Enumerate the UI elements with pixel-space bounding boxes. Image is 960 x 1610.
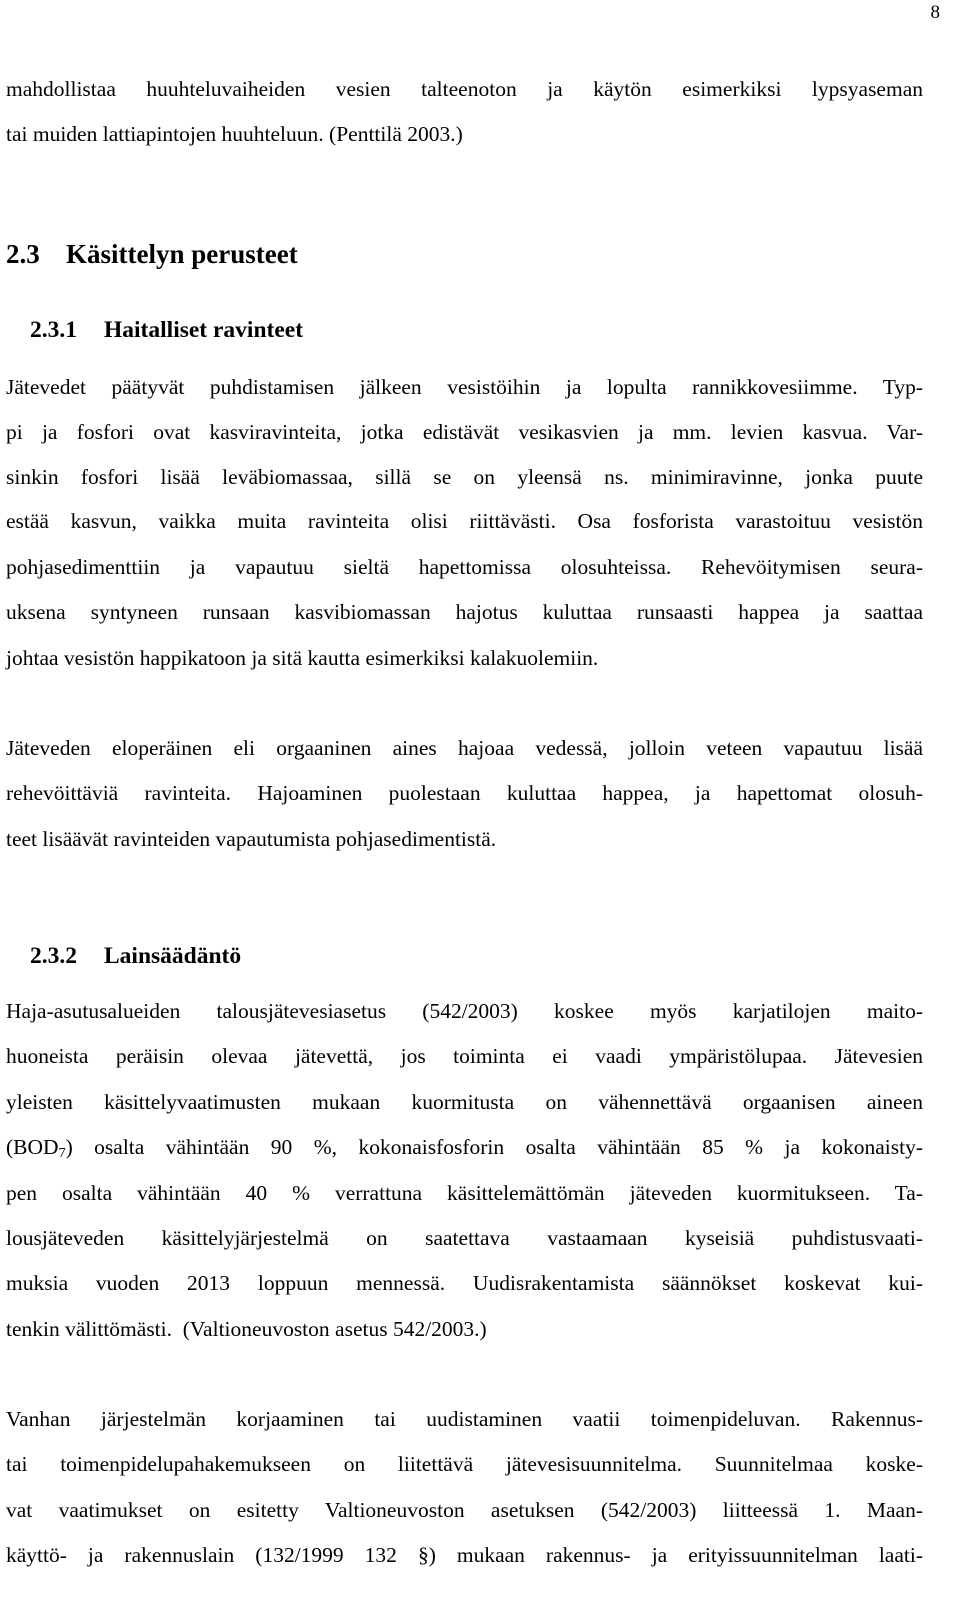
text-line: mahdollistaa huuhteluvaiheiden vesien talteenoton ja käytön esimerkiksi lypsyaseman	[6, 77, 923, 101]
text-line: käyttö- ja rakennuslain (132/1999 132 §) mukaan rakennus- ja erityissuunnitelman laati-	[6, 1543, 923, 1567]
subsection-heading-2-3-1	[30, 316, 303, 344]
text-line: tai muiden lattiapintojen huuhteluun. (Penttilä 2003.)	[6, 122, 463, 146]
page-number: 8	[930, 2, 940, 23]
subsection-number: 2.3.1	[30, 317, 77, 343]
text-line: pi ja fosfori ovat kasviravinteita, jotka edistävät vesikasvien ja mm. levien kasvua. Var-	[6, 420, 923, 444]
text-line: yleisten käsittelyvaatimusten mukaan kuormitusta on vähennettävä orgaanisen aineen	[6, 1090, 923, 1114]
subsection-heading-2-3-2	[30, 942, 241, 970]
subsection-title: Lainsäädäntö	[104, 943, 242, 969]
text-line-bod	[6, 1134, 923, 1160]
text-line: teet lisäävät ravinteiden vapautumista pohjasedimentistä.	[6, 827, 497, 851]
text-line: Haja-asutusalueiden talousjätevesiasetus (542/2003) koskee myös karjatilojen maito-	[6, 999, 923, 1023]
text-line: sinkin fosfori lisää leväbiomassaa, sillä se on yleensä ns. minimiravinne, jonka puute	[6, 465, 923, 489]
section-heading-2-3	[6, 238, 298, 270]
subsection-title: Haitalliset ravinteet	[104, 317, 304, 343]
text-line: pen osalta vähintään 40 % verrattuna käsittelemättömän jäteveden kuormitukseen. Ta-	[6, 1181, 923, 1205]
text-line: Jätevedet päätyvät puhdistamisen jälkeen vesistöihin ja lopulta rannikkovesiimme. Typ-	[6, 375, 923, 399]
bod-subscript: 7	[58, 1146, 66, 1161]
section-number: 2.3	[6, 239, 40, 269]
text-line: tai toimenpidelupahakemukseen on liitettävä jätevesisuunnitelma. Suunnitelmaa koske-	[6, 1452, 923, 1476]
text-line: uksena syntyneen runsaan kasvibiomassan hajotus kuluttaa runsaasti happea ja saattaa	[6, 600, 923, 624]
text-line: vat vaatimukset on esitetty Valtioneuvoston asetuksen (542/2003) liitteessä 1. Maan-	[6, 1498, 923, 1522]
subsection-number: 2.3.2	[30, 943, 77, 969]
text-line: rehevöittäviä ravinteita. Hajoaminen puolestaan kuluttaa happea, ja hapettomat olosuh-	[6, 781, 923, 805]
text-line: huoneista peräisin olevaa jätevettä, jos toiminta ei vaadi ympäristölupaa. Jätevesien	[6, 1044, 923, 1068]
text-line: lousjäteveden käsittelyjärjestelmä on saatettava vastaamaan kyseisiä puhdistusvaati-	[6, 1226, 923, 1250]
bod-rest: ) osalta vähintään 90 %, kokonaisfosforin osalta vähintään 85 % ja kokonaisty-	[65, 1135, 923, 1159]
text-line: pohjasedimenttiin ja vapautuu sieltä hapettomissa olosuhteissa. Rehevöitymisen seura-	[6, 555, 923, 579]
text-line: estää kasvun, vaikka muita ravinteita olisi riittävästi. Osa fosforista varastoituu vesistön	[6, 509, 923, 533]
text-line: muksia vuoden 2013 loppuun mennessä. Uudisrakentamista säännökset koskevat kui-	[6, 1271, 923, 1295]
text-line: johtaa vesistön happikatoon ja sitä kautta esimerkiksi kalakuolemiin.	[6, 646, 599, 670]
text-line: Jäteveden eloperäinen eli orgaaninen aines hajoaa vedessä, jolloin veteen vapautuu lisää	[6, 736, 923, 760]
bod-prefix: (BOD	[6, 1135, 59, 1159]
text-line: Vanhan järjestelmän korjaaminen tai uudistaminen vaatii toimenpideluvan. Rakennus-	[6, 1407, 923, 1431]
text-line: tenkin välittömästi. (Valtioneuvoston asetus 542/2003.)	[6, 1317, 487, 1341]
section-title: Käsittelyn perusteet	[66, 239, 298, 269]
